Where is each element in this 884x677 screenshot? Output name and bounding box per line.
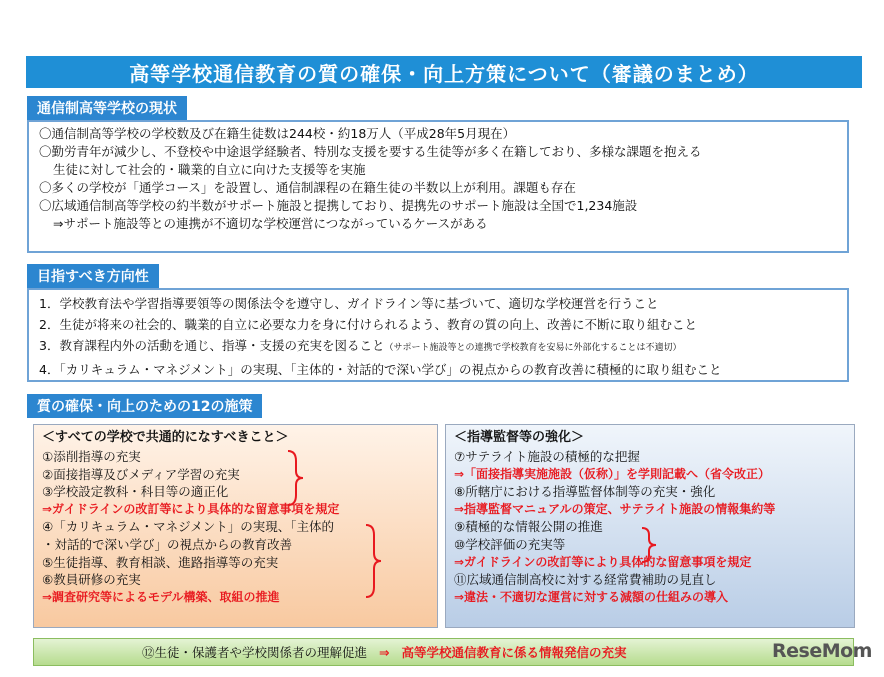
status-item-continuation: ⇒サポート施設等との連携が不適切な学校運営につながっているケースがある	[53, 216, 488, 231]
measure-result: ⇒違法・不適切な運営に対する減額の仕組みの導入	[454, 589, 729, 604]
direction-item-note: （サポート施設等との連携で学校教育を安易に外部化することは不適切）	[384, 343, 682, 353]
curly-bracket-icon	[364, 523, 384, 599]
direction-item: 1．学校教育法や学習指導要領等の関係法令を遵守し、ガイドライン等に基づいて、適切な学校運営を行うこと	[39, 296, 659, 311]
arrow-icon: ⇒	[379, 644, 390, 660]
measure-item: ③学校設定教科・科目等の適正化	[42, 484, 229, 500]
measure-item: ⑥教員研修の充実	[42, 572, 141, 588]
status-item: 〇多くの学校が「通学コース」を設置し、通信制課程の在籍生徒の半数以上が利用。課題も存在	[39, 180, 576, 195]
direction-item	[39, 335, 837, 359]
curly-bracket-icon	[640, 526, 660, 564]
measure-result: ⇒指導監督マニュアルの策定、サテライト施設の情報集約等	[454, 501, 776, 516]
status-item: 〇勤労青年が減少し、不登校や中途退学経験者、特別な支援を要する生徒等が多く在籍しており、多様な課題を抱える	[39, 144, 702, 159]
measure-item: ⑪広域通信制高校に対する経常費補助の見直し	[454, 572, 717, 588]
measure-result: ⇒ガイドラインの改訂等により具体的な留意事項を規定	[454, 554, 752, 569]
measure-item-continuation: ・対話的で深い学び」の視点からの教育改善	[42, 536, 293, 552]
measure-result: ⇒「面接指導実施施設（仮称）」を学則記載へ（省令改正）	[454, 466, 771, 481]
section-heading-measures: 質の確保・向上のための12の施策	[27, 394, 262, 418]
panel-heading: ＜すべての学校で共通的になすべきこと＞	[42, 430, 289, 445]
resemom-logo: ReseMom	[772, 640, 872, 662]
measure-item: ⑨積極的な情報公開の推進	[454, 519, 603, 535]
measure-result: ⇒ガイドラインの改訂等により具体的な留意事項を規定	[42, 501, 340, 516]
curly-bracket-icon	[286, 449, 306, 507]
direction-item: 4．「カリキュラム・マネジメント」の実現、「主体的・対話的で深い学び」の視点からの教育改善に積極的に取り組むこと	[39, 362, 722, 377]
measure-item: ⑩学校評価の充実等	[454, 536, 566, 552]
section-heading-current-status: 通信制高等学校の現状	[27, 96, 187, 120]
measure-item: ⑤生徒指導、教育相談、進路指導等の充実	[42, 554, 279, 570]
measure-item: ①添削指導の充実	[42, 449, 141, 464]
panel-heading: ＜指導監督等の強化＞	[454, 430, 585, 445]
status-item: 〇通信制高等学校の学校数及び在籍生徒数は244校・約18万人（平成28年5月現在）	[39, 126, 516, 141]
measure-result: ⇒調査研究等によるモデル構築、取組の推進	[42, 589, 280, 604]
measure-item: ⑧所轄庁における指導監督体制等の充実・強化	[454, 484, 716, 500]
measure-item: ④「カリキュラム・マネジメント」の実現、「主体的	[42, 519, 334, 535]
bottom-measure: ⑫生徒・保護者や学校関係者の理解促進	[142, 645, 368, 660]
status-item-continuation: 生徒に対して社会的・職業的自立に向けた支援等を実施	[53, 162, 366, 177]
section-current-status	[27, 120, 849, 253]
section-direction	[27, 288, 849, 382]
section-heading-direction: 目指すべき方向性	[27, 264, 159, 288]
status-item: 〇広域通信制高等学校の約半数がサポート施設と提携しており、提携先のサポート施設は全国で1,234施設	[39, 198, 638, 213]
direction-item-text: 3．教育課程内外の活動を通じ、指導・支援の充実を図ること	[39, 338, 385, 353]
measure-item: ⑦サテライト施設の積極的な把握	[454, 449, 640, 464]
measure-item: ②面接指導及びメディア学習の充実	[42, 466, 240, 482]
bottom-result: 高等学校通信教育に係る情報発信の充実	[401, 645, 627, 660]
bottom-summary-bar	[33, 638, 854, 666]
direction-item: 2．生徒が将来の社会的、職業的自立に必要な力を身に付けられるよう、教育の質の向上、改善に不断に取り組むこと	[39, 317, 697, 332]
page-title: 高等学校通信教育の質の確保・向上方策について（審議のまとめ）	[26, 56, 862, 88]
